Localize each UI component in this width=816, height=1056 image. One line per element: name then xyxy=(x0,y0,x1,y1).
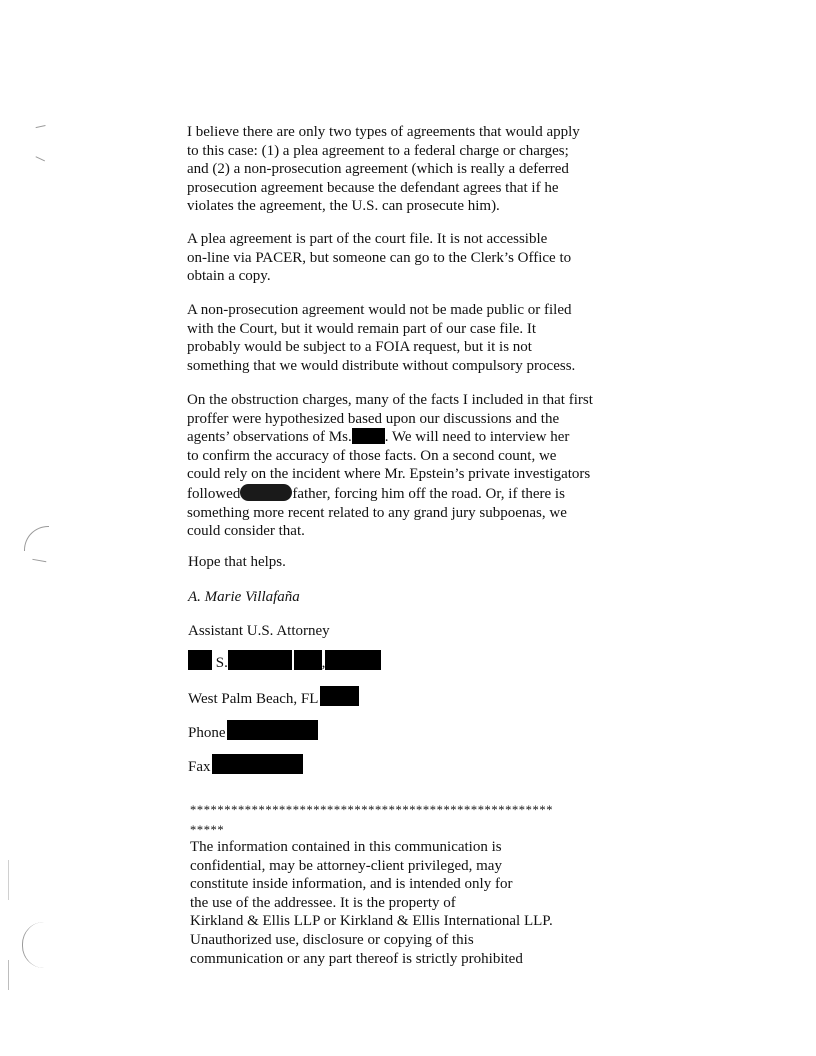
scan-mark xyxy=(8,960,10,990)
text-line: communication or any part thereof is strictly prohibited xyxy=(190,950,523,967)
text-line: something that we would distribute without compulsory process. xyxy=(187,357,576,374)
text-line: On the obstruction charges, many of the facts I included in that first xyxy=(187,392,593,408)
divider-stars: ***************************************************** xyxy=(190,803,554,817)
text-line: something more recent related to any grand jury subpoenas, we xyxy=(187,504,567,521)
text-line xyxy=(187,428,627,447)
text-line: A plea agreement is part of the court file. It is not accessible xyxy=(187,231,548,247)
text-line: confidential, may be attorney-client privileged, may xyxy=(190,857,502,874)
signature-name: A. Marie Villafaña xyxy=(188,589,300,605)
redaction-box xyxy=(228,650,292,670)
text-line: A non-prosecution agreement would not be made public or filed xyxy=(187,302,572,318)
text-line: proffer were hypothesized based upon our discussions and the xyxy=(187,410,560,427)
fax-label: Fax xyxy=(188,759,211,775)
text-line: I believe there are only two types of agreements that would apply xyxy=(187,124,580,140)
paragraph-obstruction-charges xyxy=(187,391,627,541)
text-fragment: father, forcing him off the road. Or, if there is xyxy=(292,485,565,502)
signature-street xyxy=(188,650,381,672)
redaction-box xyxy=(320,686,359,706)
text-line: with the Court, but it would remain part of our case file. It xyxy=(187,320,537,337)
phone-label: Phone xyxy=(188,725,226,741)
paragraph-agreement-types xyxy=(187,123,627,216)
signature-city xyxy=(188,686,359,708)
text-line: and (2) a non-prosecution agreement (which is really a deferred xyxy=(187,161,569,178)
text-fragment: followed xyxy=(187,485,241,502)
redaction-box xyxy=(188,650,212,670)
scan-mark xyxy=(24,526,49,551)
paragraph-non-prosecution xyxy=(187,301,627,375)
text-fragment: agents’ observations of Ms. xyxy=(187,429,352,446)
text-line: Unauthorized use, disclosure or copying of this xyxy=(190,931,474,948)
scan-mark xyxy=(36,125,47,132)
scan-mark xyxy=(22,922,45,968)
text-line: could rely on the incident where Mr. Epstein’s private investigators xyxy=(187,466,591,483)
scan-mark xyxy=(8,860,10,900)
redaction-box xyxy=(294,650,322,670)
redaction-box xyxy=(227,720,318,740)
street-prefix: S. xyxy=(215,655,228,671)
redaction-blob xyxy=(240,484,292,501)
text-line: to confirm the accuracy of those facts. On a second count, we xyxy=(187,447,557,464)
signature-phone xyxy=(188,720,318,742)
text-fragment: . We will need to interview her xyxy=(384,429,570,446)
scan-mark xyxy=(32,559,47,566)
text-line: constitute inside information, and is intended only for xyxy=(190,876,513,893)
street-comma: , xyxy=(321,655,326,671)
text-line: prosecution agreement because the defendant agrees that if he xyxy=(187,179,559,196)
city-text: West Palm Beach, FL xyxy=(188,691,319,707)
signature-fax xyxy=(188,754,303,776)
text-line: violates the agreement, the U.S. can prosecute him). xyxy=(187,198,500,215)
redaction-box xyxy=(325,650,381,670)
paragraph-plea-agreement xyxy=(187,230,627,286)
text-line: obtain a copy. xyxy=(187,268,271,285)
signature-title: Assistant U.S. Attorney xyxy=(188,623,330,639)
closing-line: Hope that helps. xyxy=(188,554,286,570)
divider-stars-tail: ***** xyxy=(190,823,225,837)
text-line: the use of the addressee. It is the property of xyxy=(190,894,456,911)
text-line: Kirkland & Ellis LLP or Kirkland & Ellis International LLP. xyxy=(190,913,553,930)
text-line: The information contained in this communication is xyxy=(190,839,502,855)
text-line xyxy=(187,484,627,504)
redaction-box xyxy=(212,754,303,774)
scan-mark xyxy=(33,156,45,167)
text-line: on-line via PACER, but someone can go to the Clerk’s Office to xyxy=(187,249,572,266)
text-line: to this case: (1) a plea agreement to a federal charge or charges; xyxy=(187,142,569,159)
text-line: could consider that. xyxy=(187,523,305,540)
text-line: probably would be subject to a FOIA request, but it is not xyxy=(187,339,532,356)
redaction-box xyxy=(352,428,385,444)
confidentiality-disclaimer xyxy=(190,838,610,968)
